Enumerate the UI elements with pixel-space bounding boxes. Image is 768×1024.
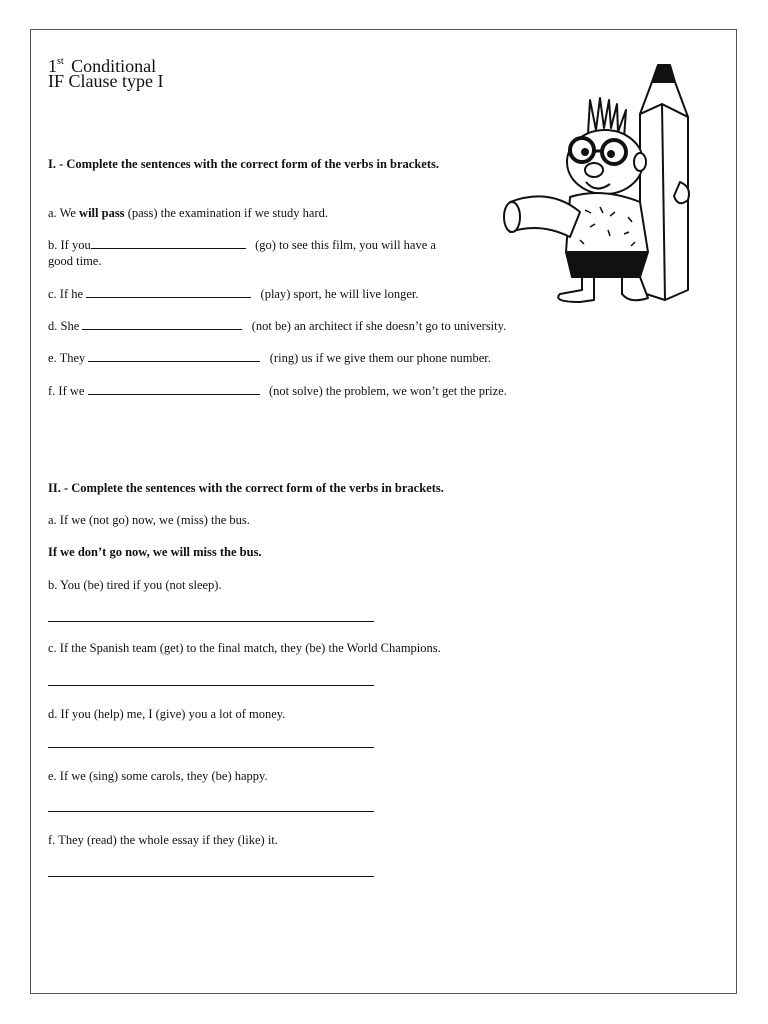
- page-subtitle: IF Clause type I: [48, 71, 164, 91]
- answer-blank[interactable]: [88, 350, 260, 362]
- answer-line[interactable]: [48, 685, 374, 686]
- section2-item-d: d. If you (help) me, I (give) you a lot of money.: [48, 707, 286, 721]
- section2-item-f: f. They (read) the whole essay if they (like) it.: [48, 833, 278, 847]
- section2-example: a. If we (not go) now, we (miss) the bus.: [48, 513, 250, 527]
- section2-example-answer: If we don’t go now, we will miss the bus.: [48, 545, 262, 559]
- answer-blank[interactable]: [88, 383, 260, 395]
- section1-heading: I. - Complete the sentences with the correct form of the verbs in brackets.: [48, 157, 439, 171]
- section1-item-a: a. We will pass (pass) the examination if we study hard.: [48, 206, 328, 220]
- cartoon-boy-with-pencil-icon: [490, 62, 705, 307]
- example-answer: will pass: [79, 206, 125, 220]
- answer-line[interactable]: [48, 747, 374, 748]
- title-number: 1: [48, 56, 57, 76]
- answer-blank[interactable]: [86, 286, 251, 298]
- answer-blank[interactable]: [91, 237, 246, 249]
- section2-item-b: b. You (be) tired if you (not sleep).: [48, 578, 222, 592]
- answer-line[interactable]: [48, 876, 374, 877]
- section2-heading: II. - Complete the sentences with the correct form of the verbs in brackets.: [48, 481, 444, 495]
- title-superscript: st: [57, 56, 64, 67]
- section1-item-d: d. She (not be) an architect if she doesn’t go to university.: [48, 319, 507, 333]
- section1-item-f: f. If we (not solve) the problem, we won’t get the prize.: [48, 384, 507, 398]
- section1-item-b-cont: good time.: [48, 254, 102, 268]
- section2-item-e: e. If we (sing) some carols, they (be) happy.: [48, 769, 268, 783]
- answer-blank[interactable]: [82, 318, 242, 330]
- section1-item-b: b. If you (go) to see this film, you will have a: [48, 238, 436, 252]
- answer-line[interactable]: [48, 811, 374, 812]
- title-word: Conditional: [71, 56, 157, 76]
- section2-item-c: c. If the Spanish team (get) to the final match, they (be) the World Champions.: [48, 641, 441, 655]
- answer-line[interactable]: [48, 621, 374, 622]
- section1-item-c: c. If he (play) sport, he will live longer.: [48, 287, 419, 301]
- section1-item-e: e. They (ring) us if we give them our phone number.: [48, 351, 491, 365]
